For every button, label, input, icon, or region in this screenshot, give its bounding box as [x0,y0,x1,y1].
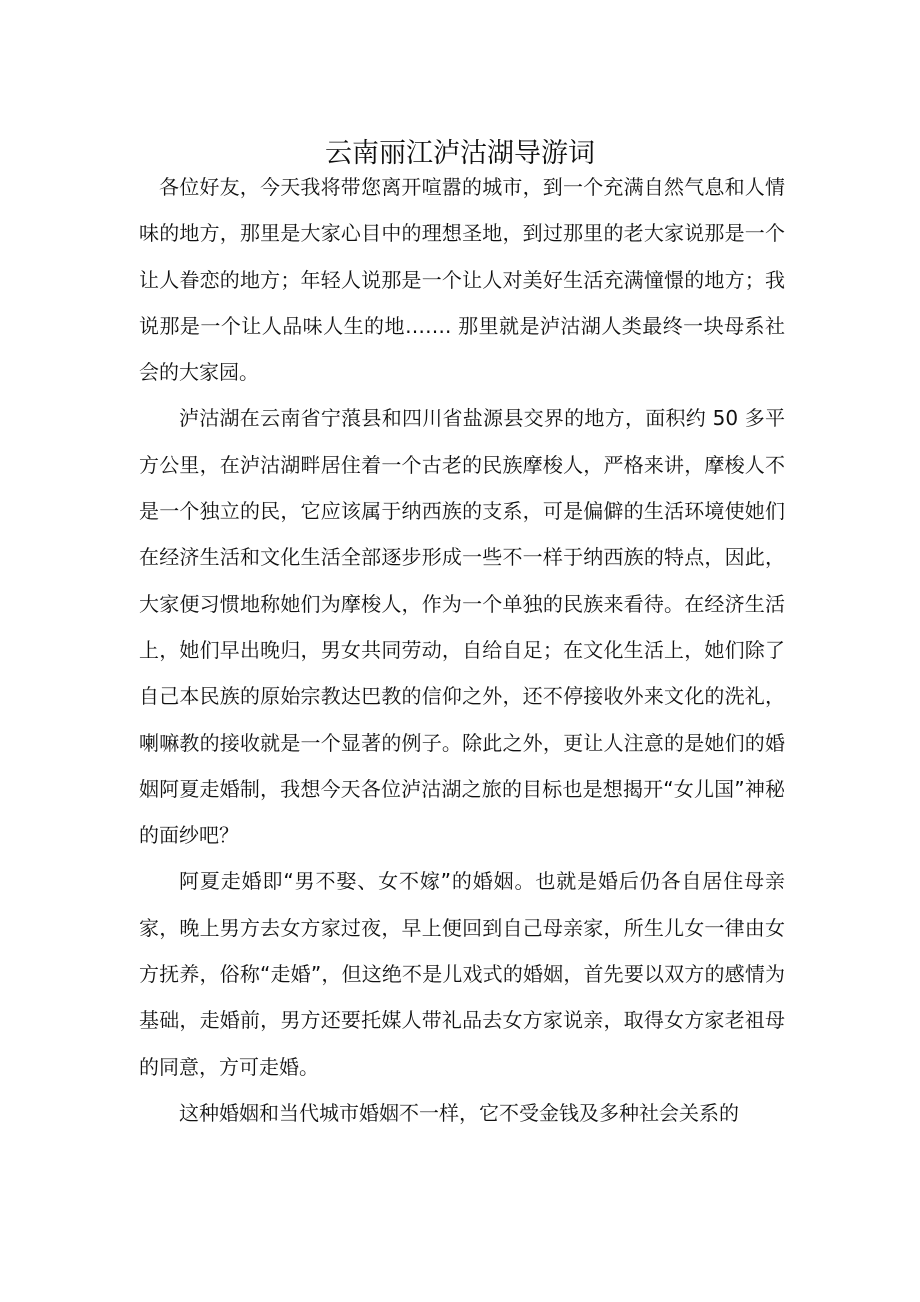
document-title: 云南丽江泸沽湖导游词 [325,138,595,170]
paragraph-axia-marriage: 阿夏走婚即“男不娶、女不嫁”的婚姻。也就是婚后仍各自居住母亲家，晚上男方去女方家过夜，早上便回到自己母亲家，所生儿女一律由女方抚养，俗称“走婚”，但这绝不是儿戏式的婚姻，首先要以双方的感情为基础，走婚前，男方还要托媒人带礼品去女方家说亲，取得女方家老祖母的同意，方可走婚。 [139,869,785,1079]
paragraph-location: 泸沽湖在云南省宁蒗县和四川省盐源县交界的地方，面积约 50 多平方公里，在泸沽湖畔居住着一个古老的民族摩梭人，严格来讲，摩梭人不是一个独立的民，它应该属于纳西族的支系，可是偏僻的生活环境使她们在经济生活和文化生活全部逐步形成一些不一样于纳西族的特点，因此，大家便习惯地称她们为摩梭人，作为一个单独的民族来看待。在经济生活上，她们早出晚归，男女共同劳动，自给自足；在文化生活上，她们除了自己本民族的原始宗教达巴教的信仰之外，还不停接收外来文化的洗礼，喇嘛教的接收就是一个显著的例子。除此之外，更让人注意的是她们的婚姻阿夏走婚制，我想今天各位泸沽湖之旅的目标也是想揭开“女儿国”神秘的面纱吧？ [139,406,785,848]
document-body [139,164,785,1136]
paragraph-intro: 各位好友，今天我将带您离开喧嚣的城市，到一个充满自然气息和人情味的地方，那里是大家心目中的理想圣地，到过那里的老大家说那是一个让人眷恋的地方；年轻人说那是一个让人对美好生活充满憧憬的地方；我说那是一个让人品味人生的地……. 那里就是泸沽湖人类最终一块母系社会的大家园。 [139,175,785,385]
paragraph-comparison: 这种婚姻和当代城市婚姻不一样，它不受金钱及多种社会关系的 [179,1100,739,1125]
